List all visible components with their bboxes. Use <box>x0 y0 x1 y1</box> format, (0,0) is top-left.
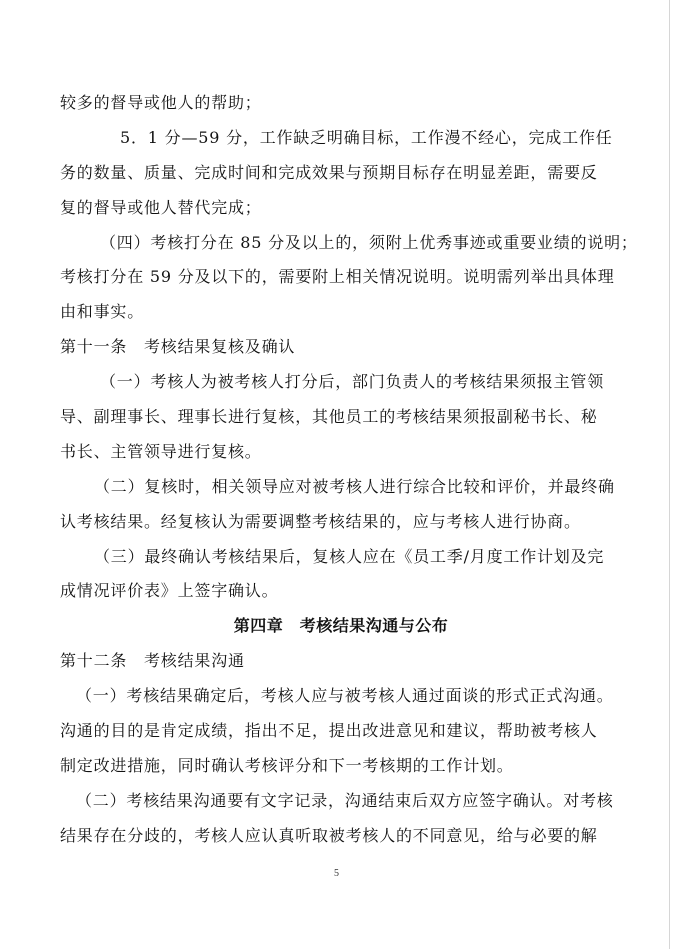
text-line: （二）考核结果沟通要有文字记录，沟通结束后双方应签字确认。对考核 <box>76 790 614 810</box>
text-line: （一）考核结果确定后，考核人应与被考核人通过面谈的形式正式沟通。 <box>76 686 614 706</box>
text-line: 书长、主管领导进行复核。 <box>60 441 262 461</box>
article-heading: 第十二条 考核结果沟通 <box>60 651 245 671</box>
text-line: 考核打分在 59 分及以下的，需要附上相关情况说明。说明需列举出具体理 <box>60 267 615 287</box>
chapter-heading: 第四章 考核结果沟通与公布 <box>233 616 449 636</box>
text-line: 复的督导或他人替代完成； <box>60 197 262 217</box>
text-line: 较多的督导或他人的帮助； <box>60 93 262 112</box>
text-line: 5．1 分—59 分，工作缺乏明确目标，工作漫不经心，完成工作任 <box>120 127 613 147</box>
article-heading: 第十一条 考核结果复核及确认 <box>60 337 296 357</box>
text-line: （三）最终确认考核结果后，复核人应在《员工季/月度工作计划及完 <box>94 546 605 566</box>
text-line: 导、副理事长、理事长进行复核，其他员工的考核结果须报副秘书长、秘 <box>60 407 598 427</box>
text-line: 结果存在分歧的，考核人应认真听取被考核人的不同意见，给与必要的解 <box>60 825 598 845</box>
page-edge-rule <box>669 0 670 949</box>
text-line: （二）复核时，相关领导应对被考核人进行综合比较和评价，并最终确 <box>94 476 615 496</box>
document-body <box>60 86 638 854</box>
page-number: 5 <box>334 868 339 879</box>
text-line: （一）考核人为被考核人打分后，部门负责人的考核结果须报主管领 <box>100 372 605 392</box>
text-line: （四）考核打分在 85 分及以上的，须附上优秀事迹或重要业绩的说明； <box>100 232 638 252</box>
text-line: 认考核结果。经复核认为需要调整考核结果的，应与考核人进行协商。 <box>60 511 581 531</box>
text-line: 制定改进措施，同时确认考核评分和下一考核期的工作计划。 <box>60 755 514 775</box>
text-line: 务的数量、质量、完成时间和完成效果与预期目标存在明显差距，需要反 <box>60 162 598 182</box>
text-line: 由和事实。 <box>60 302 145 322</box>
text-line: 成情况评价表》上签字确认。 <box>60 581 279 601</box>
text-line: 沟通的目的是肯定成绩，指出不足，提出改进意见和建议，帮助被考核人 <box>60 721 598 741</box>
